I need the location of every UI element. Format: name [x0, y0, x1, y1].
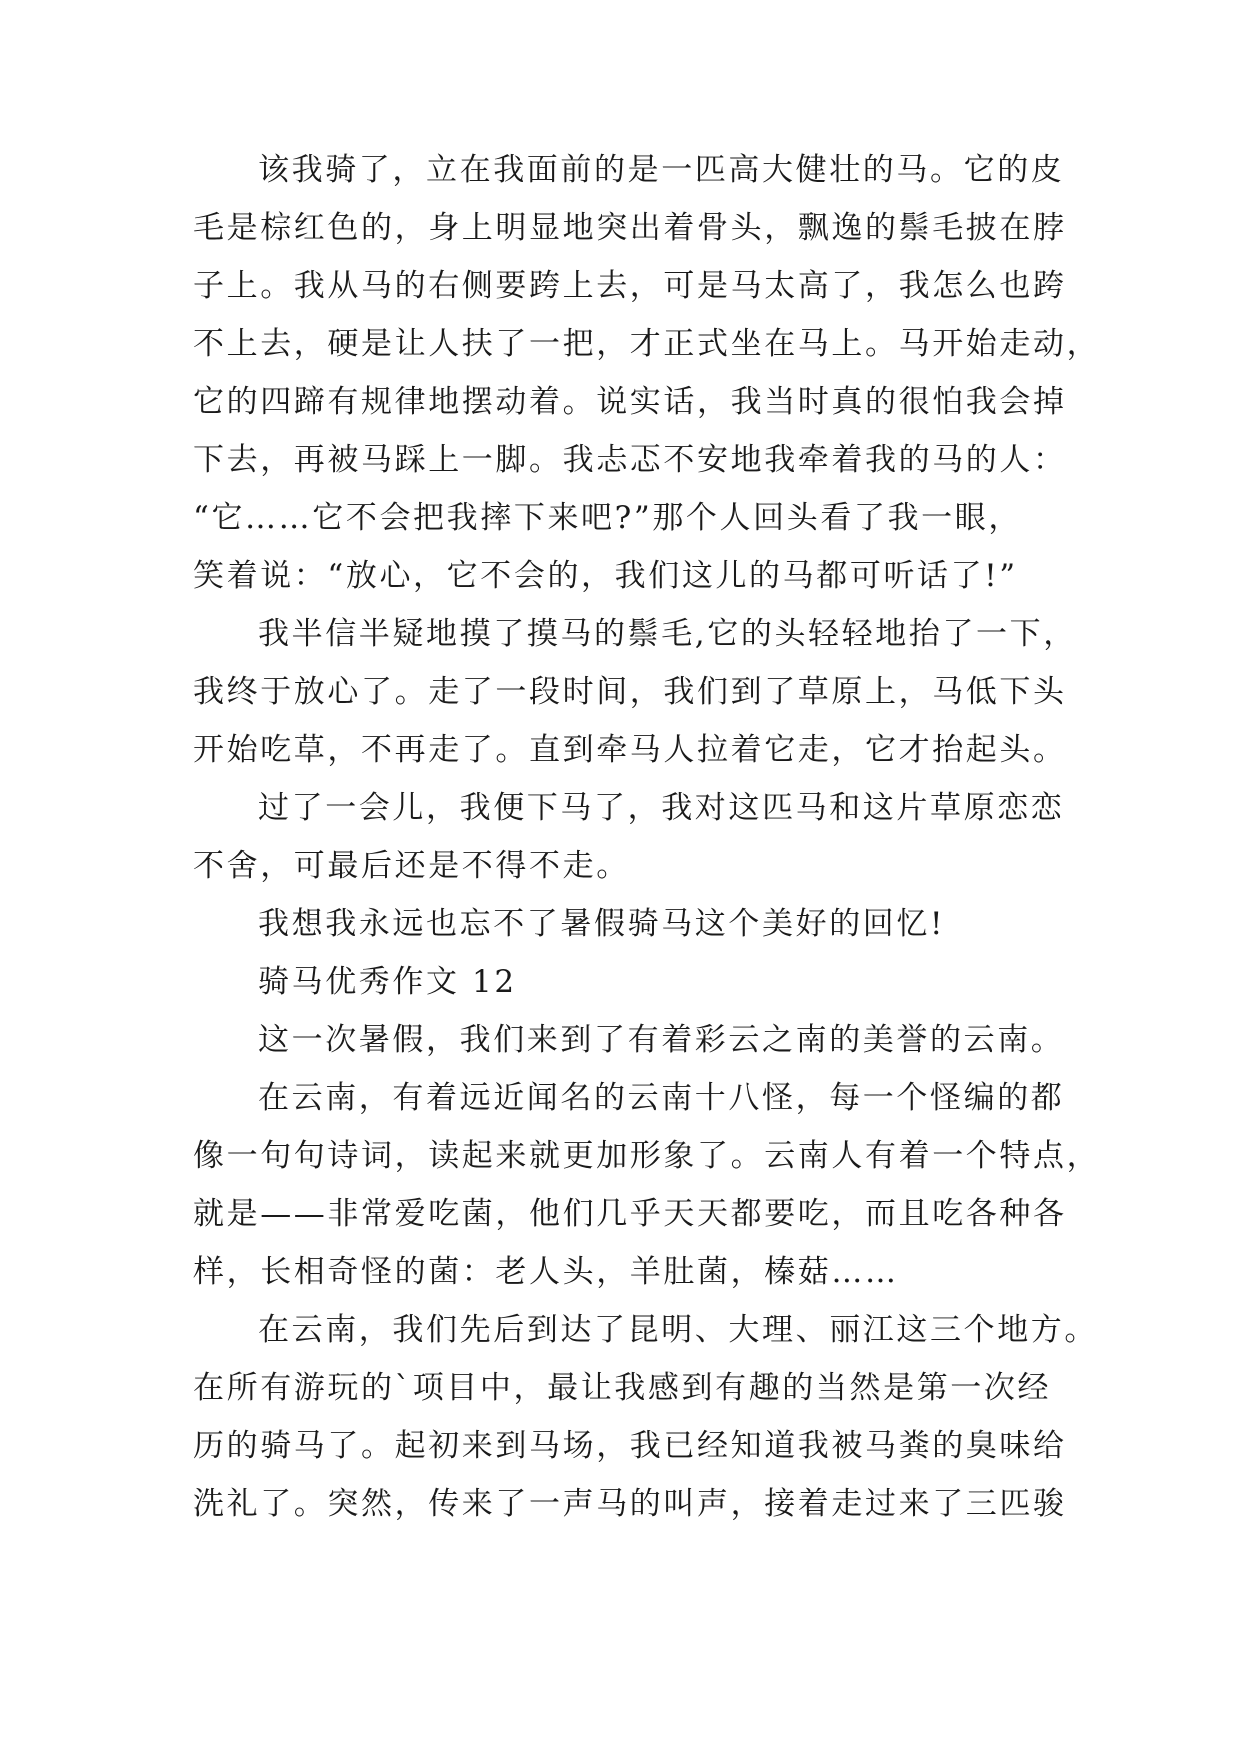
paragraph-line: 在所有游玩的`项目中，最让我感到有趣的当然是第一次经 [193, 1370, 1052, 1406]
paragraph-line: 下去，再被马踩上一脚。我忐忑不安地我牵着我的马的人： [193, 442, 1067, 478]
section-heading: 骑马优秀作文 12 [258, 964, 517, 1000]
paragraph-line: 笑着说：“放心，它不会的，我们这儿的马都可听话了!” [193, 558, 1018, 594]
paragraph-line: 样，长相奇怪的菌：老人头，羊肚菌，榛菇…… [193, 1254, 899, 1290]
paragraph-line: 毛是棕红色的，身上明显地突出着骨头，飘逸的鬃毛披在脖 [193, 210, 1067, 246]
paragraph-line: 历的骑马了。起初来到马场，我已经知道我被马粪的臭味给 [193, 1428, 1067, 1464]
paragraph-line: 子上。我从马的右侧要跨上去，可是马太高了，我怎么也跨 [193, 268, 1067, 304]
paragraph-line: 不舍，可最后还是不得不走。 [193, 848, 630, 884]
paragraph-line: 就是——非常爱吃菌，他们几乎天天都要吃，而且吃各种各 [193, 1196, 1067, 1232]
paragraph-line: “它……它不会把我摔下来吧?”那个人回头看了我一眼， [193, 500, 1022, 536]
paragraph-line: 不上去，硬是让人扶了一把，才正式坐在马上。马开始走动， [193, 326, 1101, 362]
paragraph-line: 我半信半疑地摸了摸马的鬃毛,它的头轻轻地抬了一下， [258, 616, 1077, 652]
paragraph-line: 开始吃草，不再走了。直到牵马人拉着它走，它才抬起头。 [193, 732, 1067, 768]
paragraph-line: 我终于放心了。走了一段时间，我们到了草原上，马低下头 [193, 674, 1067, 710]
paragraph-line: 在云南，我们先后到达了昆明、大理、丽江这三个地方。 [258, 1312, 1098, 1348]
paragraph-line: 我想我永远也忘不了暑假骑马这个美好的回忆! [258, 906, 946, 942]
paragraph-line: 这一次暑假，我们来到了有着彩云之南的美誉的云南。 [258, 1022, 1065, 1058]
paragraph-line: 像一句句诗词，读起来就更加形象了。云南人有着一个特点， [193, 1138, 1101, 1174]
paragraph-line: 该我骑了，立在我面前的是一匹高大健壮的马。它的皮 [258, 152, 1065, 188]
paragraph-line: 洗礼了。突然，传来了一声马的叫声，接着走过来了三匹骏 [193, 1486, 1067, 1522]
paragraph-line: 它的四蹄有规律地摆动着。说实话，我当时真的很怕我会掉 [193, 384, 1067, 420]
paragraph-line: 在云南，有着远近闻名的云南十八怪，每一个怪编的都 [258, 1080, 1065, 1116]
paragraph-line: 过了一会儿，我便下马了，我对这匹马和这片草原恋恋 [258, 790, 1065, 826]
